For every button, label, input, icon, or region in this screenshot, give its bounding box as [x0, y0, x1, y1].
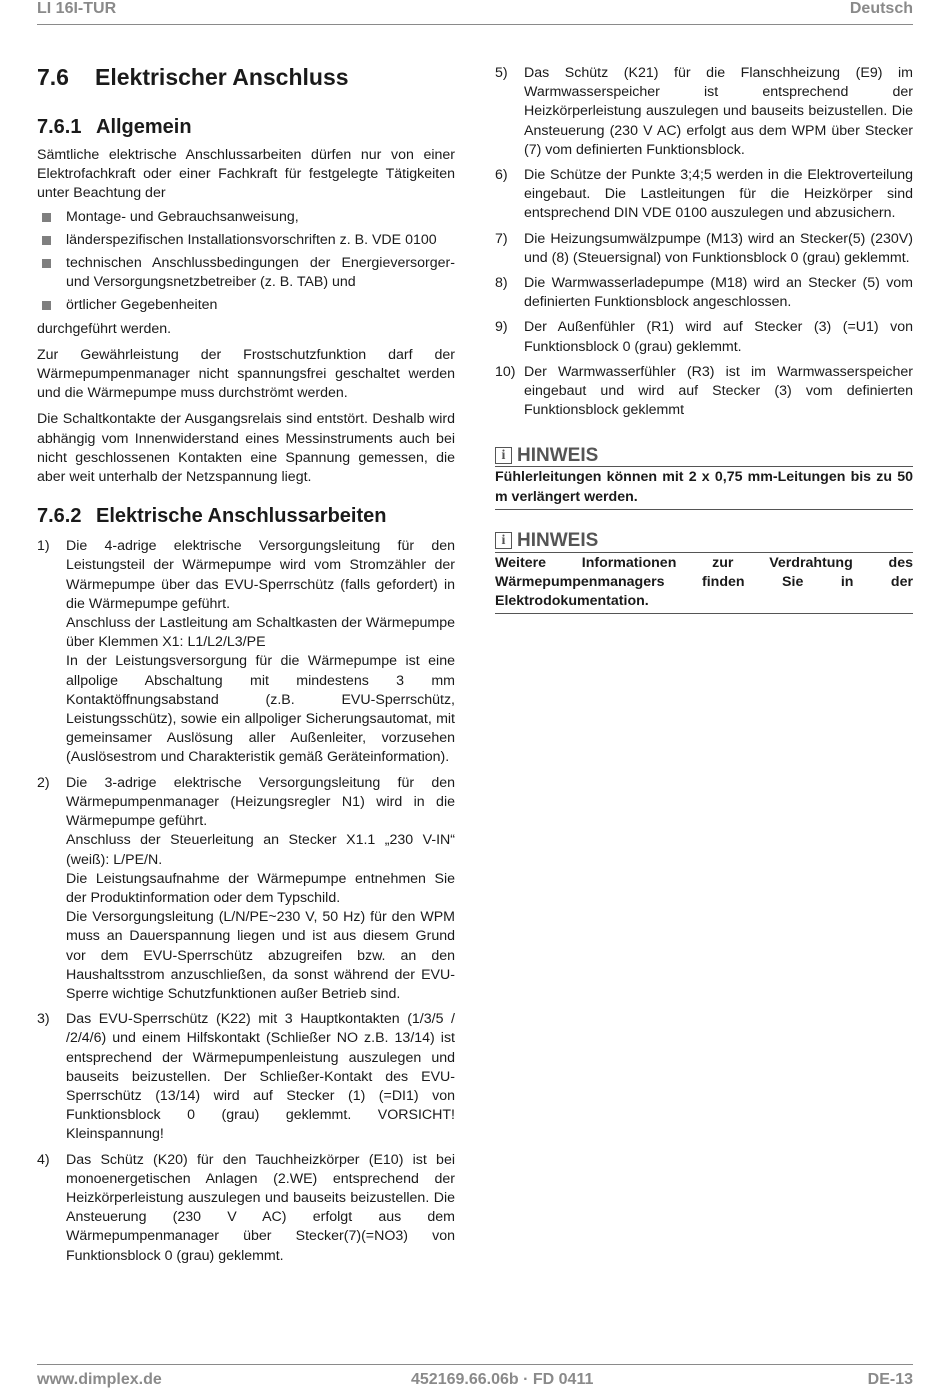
after-bullets-text: durchgeführt werden.: [37, 320, 172, 337]
bullet-square-icon: [42, 259, 51, 268]
item-text: Der Außenfühler (R1) wird auf Stecker (3) (=U1) von Funktionsblock 0 (grau) geklemmt.: [524, 319, 913, 355]
item-text: Die Leistungsaufnahme der Wärmepumpe entnehmen Sie der Produktinformation oder dem Typschild.: [66, 870, 455, 906]
item-text: Die Heizungsumwälzpumpe (M13) wird an Stecker(5) (230V) und (8) (Steuersignal) von Funktionsblock 0 (grau) geklemmt.: [524, 230, 913, 266]
info-icon: i: [495, 447, 512, 464]
bullet-square-icon: [42, 236, 51, 245]
footer-website: www.dimplex.de: [37, 1371, 162, 1388]
item-number: 8): [495, 275, 508, 292]
numbered-item-3: [37, 1010, 455, 1144]
bullet-square-icon: [42, 213, 51, 222]
numbered-item-10: [495, 363, 913, 421]
hint-title: i HINWEIS: [495, 530, 913, 552]
subsection-heading-2: [37, 503, 455, 529]
numbered-item-9: [495, 318, 913, 356]
numbered-item-4: [37, 1151, 455, 1266]
hint-text: Weitere Informationen zur Verdrahtung des Wärmepumpenmanagers finden Sie in der Elektrodokumentation.: [495, 552, 913, 615]
numbered-item-1: [37, 537, 455, 767]
item-number: 7): [495, 230, 508, 247]
bullet-square-icon: [42, 301, 51, 310]
item-text: Anschluss der Lastleitung am Schaltkasten der Wärmepumpe über Klemmen X1: L1/L2/L3/PE: [66, 615, 455, 651]
item-number: 2): [37, 774, 50, 791]
subsection-title-2: Elektrische Anschlussarbeiten: [96, 505, 387, 528]
numbered-item-7: [495, 230, 913, 268]
item-text: Das Schütz (K20) für den Tauchheizkörper (E10) ist bei monoenergetischen Anlagen (2.WE) entsprechend der Heizkörperleistung auszulegen und bauseits beizustellen. Die Ansteuerung (230 V AC) erfolgt aus dem Wärmepumpenmanager über Stecker(7)(=NO3) von Funktionsblock 0 (grau) geklemmt.: [66, 1151, 455, 1264]
item-number: 3): [37, 1011, 50, 1028]
subsection-heading-1: [37, 114, 455, 140]
header-language: Deutsch: [849, 0, 913, 17]
bullet-item: örtlicher Gegebenheiten: [37, 296, 455, 315]
subsection-title-1: Allgemein: [96, 116, 192, 138]
item-number: 4): [37, 1151, 50, 1168]
section-title: Elektrischer Anschluss: [95, 64, 349, 90]
info-icon: i: [495, 532, 512, 549]
intro-paragraph: Sämtliche elektrische Anschlussarbeiten dürfen nur von einer Elektrofachkraft oder einer Fachkraft für festgelegte Tätigkeiten unter Beachtung der: [37, 147, 455, 202]
hint-box-1: [495, 444, 913, 509]
item-text: Die Schütze der Punkte 3;4;5 werden in die Elektroverteilung eingebaut. Die Lastleitungen für die Heizkörper sind entsprechend DIN VDE 0100 auszulegen und abzusichern.: [524, 167, 913, 222]
item-number: 6): [495, 167, 508, 184]
subsection-number-1: 7.6.1: [37, 116, 82, 138]
section-number: 7.6: [37, 64, 69, 90]
bullet-item: länderspezifischen Installationsvorschriften z. B. VDE 0100: [37, 231, 455, 250]
item-text: Die Warmwasserladepumpe (M18) wird an Stecker (5) vom definierten Funktionsblock angeschlossen.: [524, 275, 913, 311]
frost-protection-paragraph: Zur Gewährleistung der Frostschutzfunktion darf der Wärmepumpenmanager nicht spannungsfrei geschaltet werden und die Wärmepumpe muss durchströmt werden.: [37, 346, 455, 402]
hint-box-2: [495, 530, 913, 615]
right-column: [495, 64, 913, 614]
item-text: Anschluss der Steuerleitung an Stecker X1.1 „230 V-IN“ (weiß): L/PE/N.: [66, 832, 455, 868]
footer-page-number: DE-13: [867, 1371, 913, 1388]
item-number: 1): [37, 538, 50, 555]
item-text: Der Warmwasserfühler (R3) ist im Warmwasserspeicher eingebaut und wird auf Stecker (3) vom definierten Funktionsblock geklemmt: [524, 363, 913, 419]
item-text: In der Leistungsversorgung für die Wärmepumpe ist eine allpolige Abschaltung mit mindestens 3 mm Kontaktöffnungsabstand (z.B. EVU-Sperrschütz, Leistungsschütz), sowie ein allpoliger Sicherungsautomat, mit gemeinsamer Auslösung aller Außenleiter, vorzusehen (Auslösestrom und Charakteristik gemäß Geräteinformation).: [66, 653, 455, 766]
hint-title: i HINWEIS: [495, 444, 913, 466]
header-model: LI 16I-TUR: [37, 0, 117, 17]
subsection-number-2: 7.6.2: [37, 505, 82, 528]
numbered-item-8: [495, 274, 913, 312]
bullet-item: technischen Anschlussbedingungen der Energieversorger- und Versorgungsnetzbetreiber (z. B. TAB) und: [37, 254, 455, 292]
footer-document-number: 452169.66.06b · FD 0411: [411, 1371, 594, 1388]
item-number: 5): [495, 65, 508, 81]
page-footer: [37, 1364, 913, 1391]
item-number: 10): [495, 363, 516, 380]
item-text: Das EVU-Sperrschütz (K22) mit 3 Hauptkontakten (1/3/5 / /2/4/6) und einem Hilfskontakt (Schließer NO z.B. 13/14) ist entsprechend der Wärmepumpenleistung auszulegen und bauseits beizustellen. Der Schließer-Kontakt des EVU-Sperrschütz (13/14) wird auf Stecker (1) (=DI1) von Funktionsblock 0 (grau) geklemmt. VORSICHT! Kleinspannung!: [66, 1011, 455, 1143]
item-text: Die Versorgungsleitung (L/N/PE~230 V, 50 Hz) für den WPM muss an Dauerspannung liegen und ist aus diesem Grund vor dem EVU-Sperrschütz abzugreifen bzw. an den Haushaltsstrom anzuschließen, da sonst während der EVU-Sperre wichtige Schutzfunktionen außer Betrieb sind.: [66, 909, 455, 1002]
left-column: [37, 62, 455, 1272]
relay-paragraph: Die Schaltkontakte der Ausgangsrelais sind entstört. Deshalb wird abhängig vom Innenwiderstand eines Messinstruments auch bei nicht geschlossenen Kontakten eine Spannung gemessen, die aber weit unterhalb der Netzspannung liegt.: [37, 411, 455, 486]
section-heading: [37, 62, 455, 92]
numbered-item-5: [495, 64, 913, 160]
bullet-item: Montage- und Gebrauchsanweisung,: [37, 208, 455, 227]
item-number: 9): [495, 319, 508, 336]
page-header: [37, 0, 913, 25]
item-text: Die 4-adrige elektrische Versorgungsleitung für den Leistungsteil der Wärmepumpe wird vom Stromzähler der Wärmepumpe über das EVU-Sperrschütz (falls gefordert) in die Wärmepumpe geführt.: [66, 538, 455, 612]
item-text: Die 3-adrige elektrische Versorgungsleitung für den Wärmepumpenmanager (Heizungsregler N1) wird in die Wärmepumpe geführt.: [66, 774, 455, 830]
numbered-item-2: [37, 774, 455, 1004]
numbered-item-6: [495, 166, 913, 224]
item-text: Das Schütz (K21) für die Flanschheizung (E9) im Warmwasserspeicher ist entsprechend der Heizkörperleistung auszulegen und bauseits beizustellen. Die Ansteuerung (230 V AC) erfolgt aus dem WPM über Stecker (7) vom definierten Funktionsblock.: [524, 65, 913, 158]
hint-text: Fühlerleitungen können mit 2 x 0,75 mm-Leitungen bis zu 50 m verlängert werden.: [495, 466, 913, 509]
